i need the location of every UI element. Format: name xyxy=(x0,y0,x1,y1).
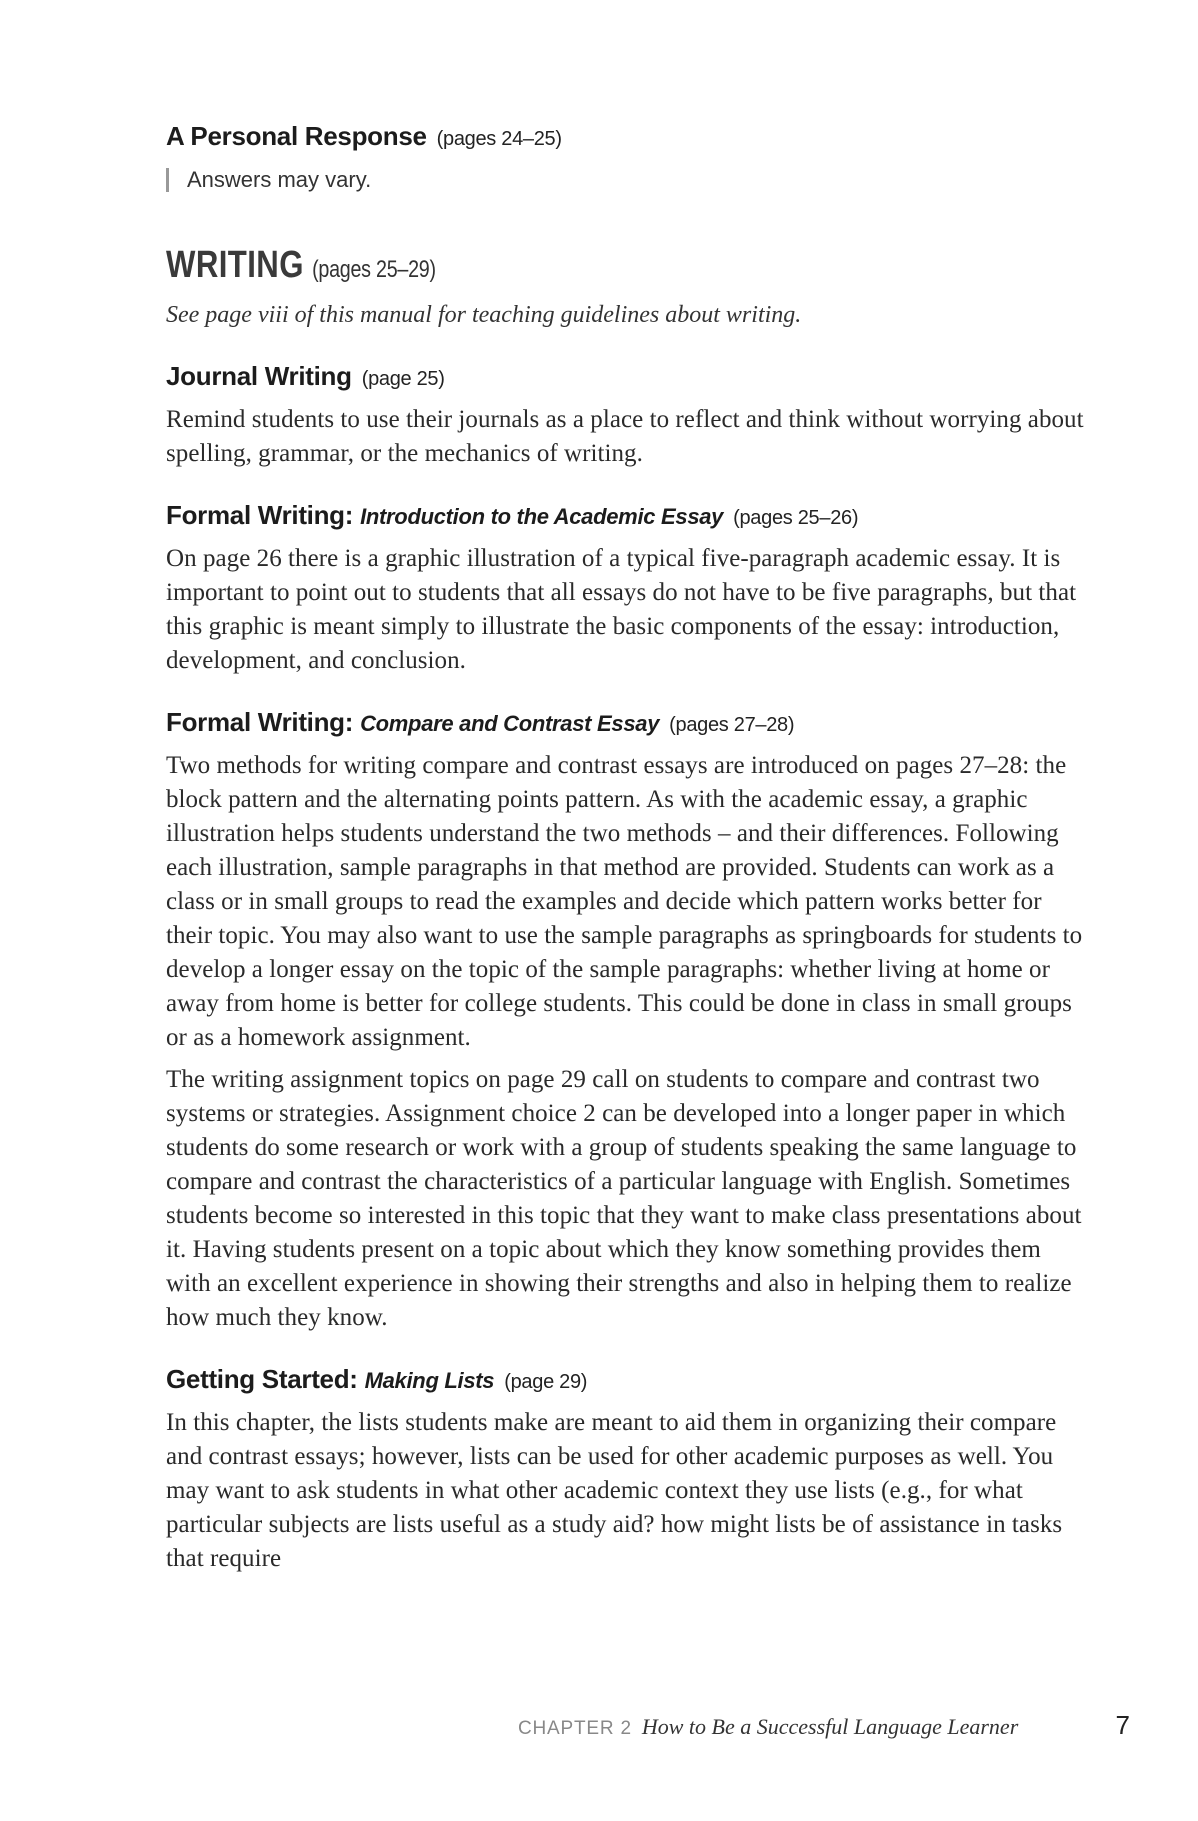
journal-body: Remind students to use their journals as a place to reflect and think without worrying about spelling, grammar, or the mechanics of writing. xyxy=(166,406,1084,467)
formal-intro-heading xyxy=(166,499,1086,534)
footer-title: How to Be a Successful Language Learner xyxy=(641,1714,1019,1739)
writing-title: WRITING xyxy=(166,244,304,286)
page-footer xyxy=(518,1710,1130,1741)
formal-intro-title: Formal Writing: xyxy=(166,500,354,530)
personal-response-answer xyxy=(166,167,1086,193)
formal-compare-body-2: The writing assignment topics on page 29 call on students to compare and contrast two systems or strategies. Assignment choice 2 can be developed into a longer paper in which students do some research or work with a group of students speaking the same language to compare and contrast the characteristics of a particular language with English. Sometimes students become so interested in this topic that they want to make class presentations about it. Having students present on a topic about which they know something provides them with an excellent experience in showing their strengths and also in helping them to realize how much they know. xyxy=(166,1066,1082,1331)
formal-intro-body: On page 26 there is a graphic illustration of a typical five-paragraph academic essay. It is important to point out to students that all essays do not have to be five paragraphs, but that this graphic is meant simply to illustrate the basic components of the essay: introduction, development, and conclusion. xyxy=(166,545,1077,674)
writing-heading xyxy=(166,243,436,292)
formal-compare-pages: (pages 27–28) xyxy=(669,714,795,736)
footer-chapter: CHAPTER 2 xyxy=(518,1718,632,1739)
formal-intro-subtitle: Introduction to the Academic Essay xyxy=(360,504,724,529)
journal-heading xyxy=(166,360,1086,395)
page-number: 7 xyxy=(1115,1710,1130,1740)
formal-compare-subtitle: Compare and Contrast Essay xyxy=(360,711,660,736)
formal-compare-title: Formal Writing: xyxy=(166,707,354,737)
writing-pages: (pages 25–29) xyxy=(312,256,436,283)
writing-guideline: See page viii of this manual for teaching guidelines about writing. xyxy=(166,302,802,328)
getting-started-heading xyxy=(166,1363,1086,1398)
answer-bar xyxy=(166,168,169,192)
getting-started-pages: (page 29) xyxy=(504,1371,588,1393)
getting-started-subtitle: Making Lists xyxy=(364,1368,495,1393)
getting-started-body: In this chapter, the lists students make are meant to aid them in organizing their compare and contrast essays; however, lists can be used for other academic purposes as well. You may want to ask students in what other academic context they use lists (e.g., for what particular subjects are lists useful as a study aid? how might lists be of assistance in tasks that require xyxy=(166,1409,1063,1572)
formal-compare-heading xyxy=(166,706,1086,741)
journal-title: Journal Writing xyxy=(166,361,352,391)
personal-response-heading xyxy=(166,120,1086,155)
answer-text: Answers may vary. xyxy=(187,167,372,192)
personal-response-title: A Personal Response xyxy=(166,121,427,151)
page-content xyxy=(166,120,1086,1576)
formal-compare-body-1: Two methods for writing compare and contrast essays are introduced on pages 27–28: the block pattern and the alternating points pattern. As with the academic essay, a graphic illustration helps students understand the two methods – and their differences. Following each illustration, sample paragraphs in that method are provided. Students can work as a class or in small groups to read the examples and decide which pattern works better for their topic. You may also want to use the sample paragraphs as springboards for students to develop a longer essay on the topic of the sample paragraphs: whether living at home or away from home is better for college students. This could be done in class in small groups or as a homework assignment. xyxy=(166,752,1083,1051)
formal-intro-pages: (pages 25–26) xyxy=(733,507,859,529)
journal-pages: (page 25) xyxy=(361,368,445,390)
personal-response-pages: (pages 24–25) xyxy=(436,128,562,150)
getting-started-title: Getting Started: xyxy=(166,1364,358,1394)
